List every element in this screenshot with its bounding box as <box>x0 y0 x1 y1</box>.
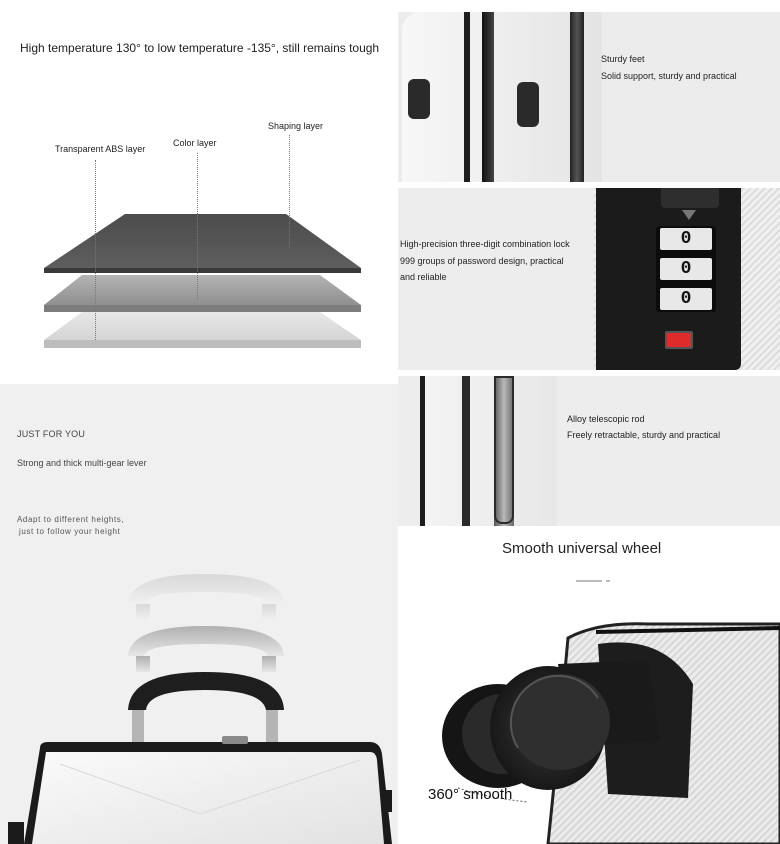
lever-illustration <box>0 564 398 844</box>
lock-title: High-precision three-digit combination lock <box>400 239 570 249</box>
lever-suitcase-body <box>8 736 392 844</box>
rod-title: Alloy telescopic rod <box>567 414 645 424</box>
wheel-photo-panel <box>398 598 780 844</box>
zipper-band-right <box>570 12 584 182</box>
lock-dial-3 <box>660 288 712 310</box>
lock-line-2: 999 groups of password design, practical <box>400 256 564 266</box>
lock-dial-2 <box>660 258 712 280</box>
wheel-illustration <box>398 598 780 844</box>
lock-digit-2[interactable]: 0 <box>680 259 692 279</box>
label-shaping-layer: Shaping layer <box>268 121 324 131</box>
lock-release-button[interactable] <box>665 331 693 349</box>
color-layer-shape <box>44 275 361 312</box>
foot-pad-1 <box>408 79 430 119</box>
transparent-abs-layer-shape <box>44 312 361 348</box>
lever-subtitle: Strong and thick multi-gear lever <box>17 458 147 468</box>
wheel-heading: Smooth universal wheel <box>502 540 662 557</box>
lever-handle-ghost-mid <box>128 626 284 672</box>
lever-line-1: Adapt to different heights, <box>17 515 125 524</box>
lock-panel <box>398 188 780 370</box>
lever-handle-ghost-top <box>128 574 284 620</box>
lock-digit-3[interactable]: 0 <box>680 289 692 309</box>
leader-transparent <box>95 160 96 340</box>
layers-panel <box>0 0 398 382</box>
rod-handle-cap <box>494 376 514 524</box>
zipper-band-left <box>464 12 470 182</box>
rod-description: Freely retractable, sturdy and practical <box>567 430 721 440</box>
foot-pad-2 <box>517 82 539 127</box>
rod-zipper <box>462 376 470 526</box>
shaping-layer-shape <box>44 214 361 273</box>
wheel-heading-underline <box>576 580 602 582</box>
lock-line-3: and reliable <box>400 272 447 282</box>
lock-arrow-icon <box>682 210 696 220</box>
lever-tag: JUST FOR YOU <box>17 429 86 439</box>
wheel-heading-dot <box>606 580 610 582</box>
layers-illustration <box>0 150 398 370</box>
label-color-layer: Color layer <box>173 138 217 148</box>
label-transparent-layer: Transparent ABS layer <box>55 144 146 154</box>
rod-edge-line <box>420 376 425 526</box>
wheel-header-panel <box>398 528 780 598</box>
rod-shell <box>423 376 557 526</box>
leader-shaping <box>289 135 290 248</box>
feet-title: Sturdy feet <box>601 54 645 64</box>
lock-dial-1 <box>660 228 712 250</box>
leader-color <box>197 153 198 300</box>
lock-digit-1[interactable]: 0 <box>680 229 692 249</box>
lever-handle-solid <box>128 672 284 746</box>
lever-line-2: just to follow your height <box>19 527 121 536</box>
lock-button-top <box>661 188 719 208</box>
rod-panel <box>398 376 780 526</box>
wheel-caption: 360° smooth <box>428 786 513 803</box>
layers-headline: High temperature 130° to low temperature -135°, still remains tough <box>20 41 380 55</box>
zipper-band-mid <box>482 12 494 182</box>
feet-panel <box>398 12 780 182</box>
feet-description: Solid support, sturdy and practical <box>601 71 737 81</box>
lever-panel <box>0 384 398 844</box>
